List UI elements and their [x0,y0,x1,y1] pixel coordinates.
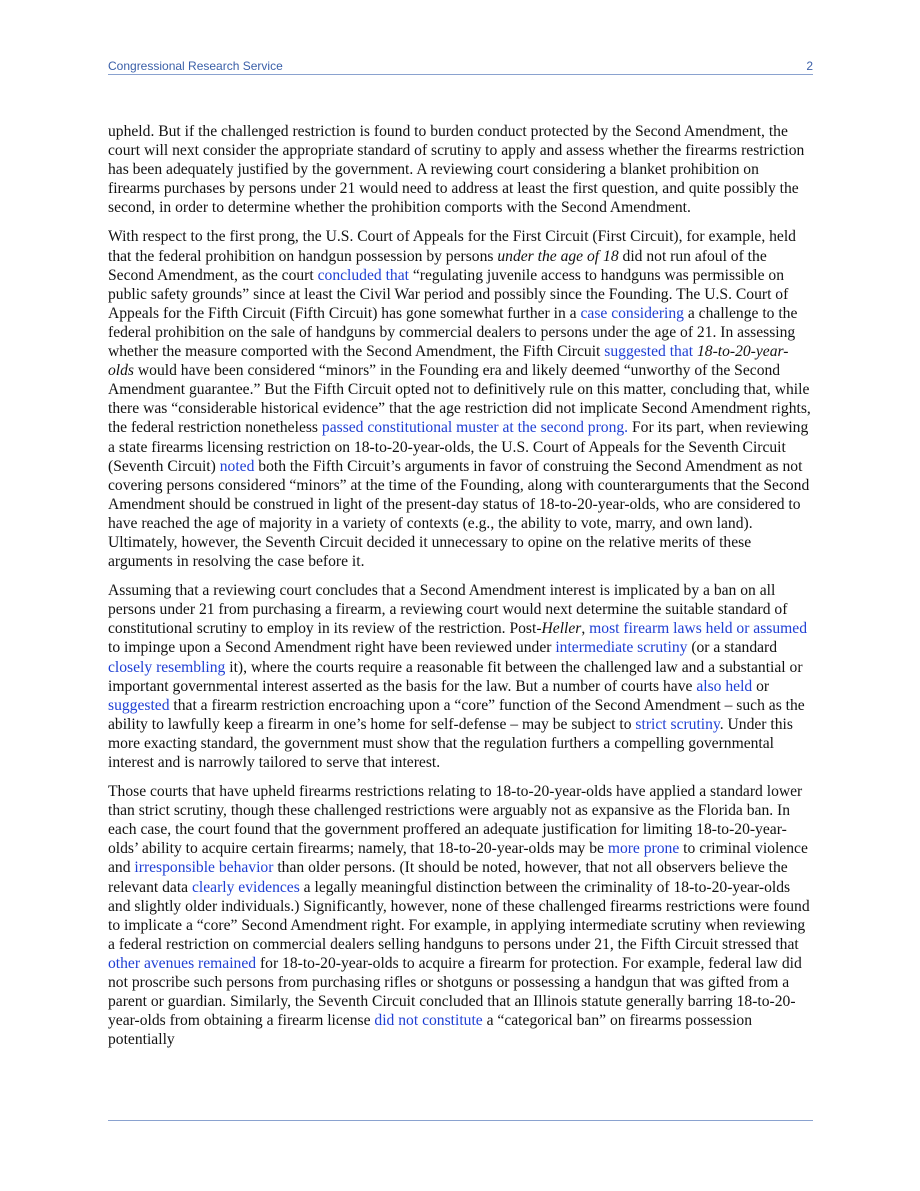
link-intermediate-scrutiny[interactable]: intermediate scrutiny [555,639,688,657]
link-case-considering[interactable]: case considering [580,304,684,322]
paragraph-1 [108,122,813,217]
link-more-prone[interactable]: more prone [607,840,680,858]
text-run: Those courts that have upheld firearms restrictions relating to 18-to-20-year-olds have applied a standard lower than strict scrutiny, though these challenged restrictions were arguably not as expansive as the Florida ban. In each case, the court found that the government proffered an adequate justification for limiting 18-to-20-year-olds’ ability to acquire certain firearms; namely, that 18-to-20-year-olds may be [108,783,803,858]
link-did-not-constitute[interactable]: did not constitute [374,1012,483,1030]
link-passed-constitutional-muster[interactable]: passed constitutional muster at the second prong. [321,419,629,437]
text-run: . Under this more exacting standard, the government must show that the regulation furthers a compelling governmental interest and is narrowly tailored to serve that interest. [108,715,793,771]
text-run: With respect to the first prong, the U.S. Court of Appeals for the First Circuit (First Circuit), for example, held that the federal prohibition on handgun possession by persons [108,228,796,265]
link-suggested-that[interactable]: suggested that [604,343,694,361]
body-text [108,122,813,1059]
text-run: to criminal violence and [108,840,808,877]
text-run: For its part, when reviewing a state firearms licensing restriction on 18-to-20-year-olds, the U.S. Court of Appeals for the Seventh Circuit (Seventh Circuit) [108,419,809,475]
text-run: would have been considered “minors” in the Founding era and likely deemed “unworthy of the Second Amendment guarantee.” But the Fifth Circuit opted not to definitively rule on this matter, concluding that, while there was “considerable historical evidence” that the age restriction did not implicate Second Amendment rights, the federal restriction nonetheless [108,362,811,437]
page-number: 2 [806,59,813,73]
link-concluded-that[interactable]: concluded that [317,266,409,284]
link-clearly-evidences[interactable]: clearly evidences [191,878,300,896]
link-strict-scrutiny[interactable]: strict scrutiny [635,715,720,733]
link-irresponsible-behavior[interactable]: irresponsible behavior [134,859,274,877]
link-closely-resembling[interactable]: closely resembling [108,658,226,676]
text-run: than older persons. (It should be noted, however, that not all observers believe the relevant data [108,859,788,896]
link-noted[interactable]: noted [219,457,255,475]
text-run: for 18-to-20-year-olds to acquire a firearm for protection. For example, federal law did not proscribe such persons from purchasing rifles or shotguns or possessing a handgun that was gifted from a parent or guardian. Similarly, the Seventh Circuit concluded that an Illinois statute generally barring 18-to-20-year-olds from obtaining a firearm license [108,954,802,1030]
text-run: upheld. But if the challenged restriction is found to burden conduct protected by the Second Amendment, the court will next consider the appropriate standard of scrutiny to apply and assess whether the firearms restriction has been adequately justified by the government. A reviewing court considering a blanket prohibition on firearms purchases by persons under 21 would need to address at least the first question, and quite possibly the second, in order to determine whether the prohibition comports with the Second Amendment. [108,123,805,217]
link-most-firearm-laws[interactable]: most firearm laws held or assumed [589,620,807,638]
text-run: or [752,677,770,695]
link-suggested[interactable]: suggested [108,696,170,714]
text-run: both the Fifth Circuit’s arguments in favor of construing the Second Amendment as not covering persons considered “minors” at the time of the Founding, along with counterarguments that the Second Amendment should be construed in light of the present-day status of 18-to-20-year-olds, who are considered to have reached the age of majority in a variety of contexts (e.g., the ability to vote, marry, and own land). Ultimately, however, the Seventh Circuit decided it unnecessary to opine on the relative merits of these arguments in resolving the case before it. [108,457,810,571]
paragraph-3 [108,581,813,772]
italic-run: Heller [541,620,582,638]
text-run: “regulating juvenile access to handguns was permissible on public safety grounds” since at least the Civil War period and possibly since the Founding. The U.S. Court of Appeals for the Fifth Circuit (Fifth Circuit) has gone somewhat further in a [108,266,789,322]
text-run: , [581,620,590,638]
header-source: Congressional Research Service [108,59,283,73]
text-run: a challenge to the federal prohibition on the sale of handguns by commercial dealers to persons under the age of 21. In assessing whether the measure comported with the Second Amendment, the Fifth Circuit [108,304,798,361]
footer-rule [108,1120,813,1121]
text-run: that a firearm restriction encroaching upon a “core” function of the Second Amendment – such as the ability to lawfully keep a firearm in one’s home for self-defense – may be subject to [108,696,805,733]
link-also-held[interactable]: also held [696,677,753,695]
page-header [108,58,813,74]
text-run: to impinge upon a Second Amendment right have been reviewed under [108,639,556,657]
link-other-avenues-remained[interactable]: other avenues remained [108,954,257,972]
italic-run: under the age of 18 [497,247,619,265]
italic-run: 18-to-20-year-olds [108,343,789,380]
text-run: (or a standard [687,639,778,657]
paragraph-4 [108,782,813,1049]
header-rule [108,74,813,75]
text-run: a “categorical ban” on firearms possession potentially [108,1012,753,1049]
text-run: a legally meaningful distinction between the criminality of 18-to-20-year-olds and slightly older individuals.) Significantly, however, none of these challenged firearms restrictions were found to implicate a “core” Second Amendment right. For example, in applying intermediate scrutiny when reviewing a federal restriction on commercial dealers selling handguns to persons under 21, the Fifth Circuit stressed that [108,878,810,953]
text-run: did not run afoul of the Second Amendment, as the court [108,247,767,284]
text-run: Assuming that a reviewing court concludes that a Second Amendment interest is implicated by a ban on all persons under 21 from purchasing a firearm, a reviewing court would next determine the suitable standard of constitutional scrutiny to employ in its review of the restriction. Post- [108,582,788,638]
text-run: it), where the courts require a reasonable fit between the challenged law and a substantial or important governmental interest asserted as the basis for the law. But a number of courts have [108,658,803,695]
paragraph-2 [108,227,813,571]
